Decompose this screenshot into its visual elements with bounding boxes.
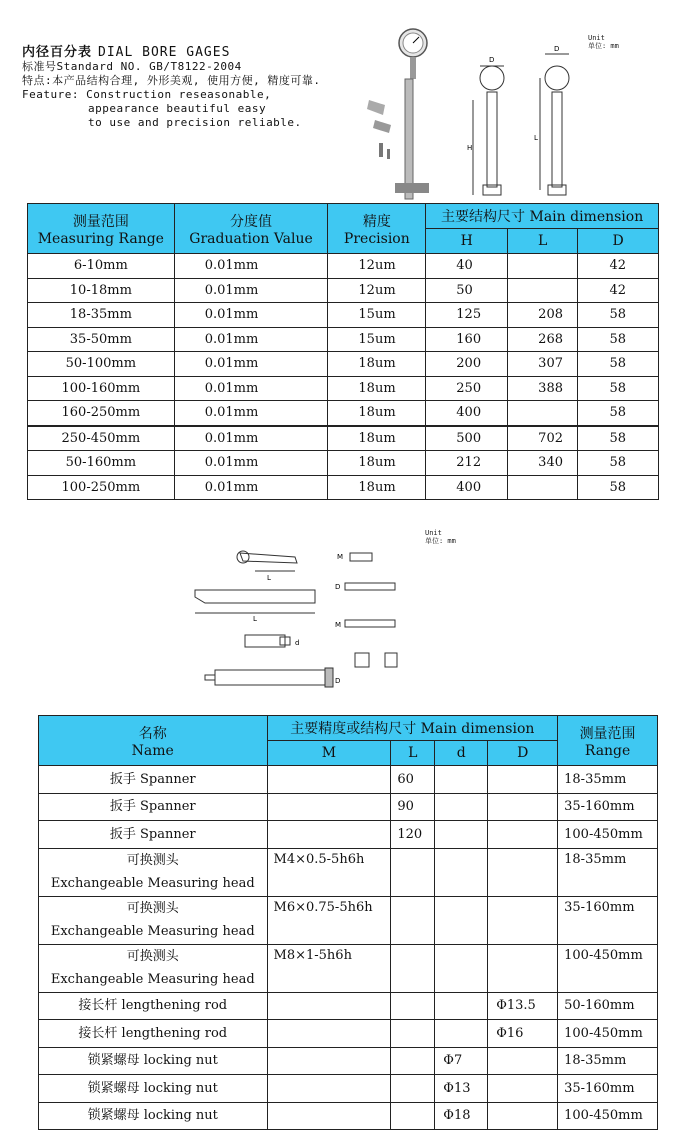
- cell-m: [267, 1102, 391, 1130]
- cell-d: [435, 992, 488, 1020]
- cell-l: [391, 896, 435, 944]
- cell-prec: 15um: [328, 327, 426, 352]
- cell-d: [435, 821, 488, 849]
- header-measuring-range: 测量范围 Measuring Range: [28, 204, 175, 254]
- table-row: [39, 821, 658, 849]
- cell-d: 58: [578, 303, 659, 328]
- table-row: [28, 254, 659, 279]
- cell-d: 58: [578, 475, 659, 500]
- cell-l: [391, 944, 435, 992]
- cell-name: [39, 1102, 268, 1130]
- cell-h: 40: [426, 254, 508, 279]
- cell-grad: 0.01mm: [174, 451, 328, 476]
- cell-l: [391, 848, 435, 896]
- table-row: [39, 1075, 658, 1103]
- cell-name-line2: Exchangeable Measuring head: [50, 876, 255, 891]
- table-row: [28, 278, 659, 303]
- product-header: [22, 46, 382, 130]
- cell-l: [508, 254, 578, 279]
- cell-range: 10-18mm: [28, 278, 175, 303]
- cell-range: 35-160mm: [558, 1075, 658, 1103]
- cell-name: [39, 793, 268, 821]
- product-title: 内径百分表 DIAL BORE GAGES: [22, 45, 231, 60]
- header-graduation-value: 分度值 Graduation Value: [174, 204, 328, 254]
- cell-range: 18-35mm: [28, 303, 175, 328]
- cell-m: [267, 1047, 391, 1075]
- cell-m: [267, 821, 391, 849]
- cell-range: 250-450mm: [28, 426, 175, 451]
- cell-d: 58: [578, 401, 659, 426]
- feature-en-3: to use and precision reliable.: [88, 116, 302, 129]
- feature-en-2: appearance beautiful easy: [88, 102, 267, 115]
- label-D-2: D: [554, 45, 560, 53]
- cell-name: [39, 848, 268, 896]
- cell-name: [39, 896, 268, 944]
- cell-grad: 0.01mm: [174, 278, 328, 303]
- cell-d: 58: [578, 327, 659, 352]
- cell-name-line1: 扳手 Spanner: [109, 826, 196, 842]
- cell-range: 100-160mm: [28, 376, 175, 401]
- header-d-large: D: [488, 741, 558, 766]
- cell-m: M6×0.75-5h6h: [267, 896, 391, 944]
- cell-range: 35-160mm: [558, 793, 658, 821]
- cell-l: 702: [508, 426, 578, 451]
- header-l: L: [508, 229, 578, 254]
- cell-range: 160-250mm: [28, 401, 175, 426]
- feature-en-1: Feature: Construction reseasonable,: [22, 88, 272, 101]
- cell-l: [391, 1102, 435, 1130]
- cell-name-line1: 可换测头: [126, 852, 179, 868]
- cell-name-line1: 接长杆 lengthening rod: [78, 1025, 228, 1041]
- cell-d: [435, 1020, 488, 1048]
- cell-d: [435, 766, 488, 794]
- header-d: D: [578, 229, 659, 254]
- cell-d: Φ13: [435, 1075, 488, 1103]
- standard-number: 标准号Standard NO. GB/T8122-2004: [22, 60, 242, 73]
- cell-prec: 18um: [328, 426, 426, 451]
- cell-prec: 18um: [328, 352, 426, 377]
- label-L-spanner: L: [267, 574, 271, 582]
- cell-d: [488, 1075, 558, 1103]
- cell-range: 50-100mm: [28, 352, 175, 377]
- cell-h: 200: [426, 352, 508, 377]
- cell-range: 50-160mm: [28, 451, 175, 476]
- cell-d: 58: [578, 451, 659, 476]
- header-range: 测量范围 Range: [558, 716, 658, 766]
- cell-m: [267, 1020, 391, 1048]
- cell-name-line1: 锁紧螺母 locking nut: [87, 1053, 218, 1068]
- cell-d: [488, 821, 558, 849]
- cell-prec: 18um: [328, 376, 426, 401]
- cell-l: 208: [508, 303, 578, 328]
- table-row: [28, 401, 659, 426]
- cell-l: [508, 401, 578, 426]
- cell-name: [39, 1075, 268, 1103]
- header-m: M: [267, 741, 391, 766]
- cell-d: [488, 793, 558, 821]
- table-row: [39, 1020, 658, 1048]
- label-D-rod: D: [335, 583, 341, 591]
- table-row: [28, 327, 659, 352]
- cell-range: 6-10mm: [28, 254, 175, 279]
- table-row: [28, 303, 659, 328]
- cell-d: [488, 848, 558, 896]
- cell-name: [39, 1020, 268, 1048]
- cell-d: [488, 766, 558, 794]
- cell-d: [488, 1102, 558, 1130]
- cell-m: M4×0.5-5h6h: [267, 848, 391, 896]
- cell-range: 100-250mm: [28, 475, 175, 500]
- bore-gage-spec-table: [27, 203, 659, 500]
- cell-m: M8×1-5h6h: [267, 944, 391, 992]
- cell-d: [435, 944, 488, 992]
- cell-prec: 18um: [328, 475, 426, 500]
- cell-range: 18-35mm: [558, 1047, 658, 1075]
- header-d-small: d: [435, 741, 488, 766]
- cell-name: [39, 944, 268, 992]
- table-row: [28, 451, 659, 476]
- cell-range: 100-450mm: [558, 821, 658, 849]
- cell-l: 90: [391, 793, 435, 821]
- table-row: [28, 426, 659, 451]
- cell-name-line1: 可换测头: [126, 948, 179, 964]
- cell-name-line1: 可换测头: [126, 900, 179, 916]
- table-row: [39, 793, 658, 821]
- cell-l: 340: [508, 451, 578, 476]
- accessories-drawing: [185, 535, 415, 695]
- cell-l: [391, 1075, 435, 1103]
- cell-name: [39, 766, 268, 794]
- cell-d: [488, 944, 558, 992]
- cell-h: 400: [426, 475, 508, 500]
- cell-prec: 18um: [328, 451, 426, 476]
- cell-range: 35-50mm: [28, 327, 175, 352]
- cell-d: [488, 896, 558, 944]
- cell-l: [391, 1047, 435, 1075]
- cell-d: Φ13.5: [488, 992, 558, 1020]
- feature-cn: 特点:本产品结构合理, 外形美观, 使用方便, 精度可靠.: [22, 74, 321, 87]
- header-name: 名称 Name: [39, 716, 268, 766]
- cell-l: [508, 475, 578, 500]
- cell-name-line2: Exchangeable Measuring head: [50, 972, 255, 987]
- cell-range: 100-450mm: [558, 944, 658, 992]
- cell-d: [488, 1047, 558, 1075]
- label-M-head: M: [335, 621, 342, 629]
- cell-prec: 12um: [328, 278, 426, 303]
- cell-d: 58: [578, 352, 659, 377]
- table-row: [28, 352, 659, 377]
- cell-m: [267, 1075, 391, 1103]
- table-row: [39, 848, 658, 896]
- header-h: H: [426, 229, 508, 254]
- table-row: [39, 944, 658, 992]
- cell-h: 160: [426, 327, 508, 352]
- table-row: [39, 766, 658, 794]
- cell-prec: 15um: [328, 303, 426, 328]
- cell-range: 35-160mm: [558, 896, 658, 944]
- cell-l: 307: [508, 352, 578, 377]
- cell-grad: 0.01mm: [174, 352, 328, 377]
- table-row: [39, 896, 658, 944]
- cell-grad: 0.01mm: [174, 376, 328, 401]
- cell-l: [508, 278, 578, 303]
- cell-d: 58: [578, 426, 659, 451]
- cell-d: [435, 848, 488, 896]
- cell-grad: 0.01mm: [174, 401, 328, 426]
- cell-range: 18-35mm: [558, 766, 658, 794]
- cell-name-line1: 锁紧螺母 locking nut: [87, 1108, 218, 1123]
- table-row: [39, 1047, 658, 1075]
- table-row: [28, 376, 659, 401]
- cell-l: [391, 1020, 435, 1048]
- unit-label-top: Unit 单位: mm: [588, 34, 619, 50]
- cell-h: 212: [426, 451, 508, 476]
- accessories-spec-table: [38, 715, 658, 1130]
- cell-range: 100-450mm: [558, 1102, 658, 1130]
- cell-d: [435, 793, 488, 821]
- label-L-rod: L: [253, 615, 257, 623]
- label-d-nut: d: [295, 639, 300, 647]
- bore-gage-photo: [365, 25, 445, 200]
- header-precision: 精度 Precision: [328, 204, 426, 254]
- cell-m: [267, 793, 391, 821]
- header-main-dimension-2: 主要精度或结构尺寸 Main dimension: [267, 716, 558, 741]
- cell-range: 50-160mm: [558, 992, 658, 1020]
- unit-label-accessories: Unit 单位: mm: [425, 529, 456, 545]
- cell-name-line2: Exchangeable Measuring head: [50, 924, 255, 939]
- table-row: [28, 475, 659, 500]
- label-H: H: [467, 144, 473, 152]
- label-D: D: [489, 56, 495, 64]
- cell-grad: 0.01mm: [174, 303, 328, 328]
- cell-name-line1: 接长杆 lengthening rod: [78, 998, 228, 1013]
- cell-grad: 0.01mm: [174, 426, 328, 451]
- cell-h: 400: [426, 401, 508, 426]
- cell-l: [391, 992, 435, 1020]
- cell-l: 60: [391, 766, 435, 794]
- cell-grad: 0.01mm: [174, 254, 328, 279]
- cell-l: 388: [508, 376, 578, 401]
- cell-name-line1: 扳手 Spanner: [109, 799, 196, 814]
- cell-h: 125: [426, 303, 508, 328]
- cell-name-line1: 扳手 Spanner: [109, 771, 196, 787]
- cell-d: [435, 896, 488, 944]
- cell-range: 100-450mm: [558, 1020, 658, 1048]
- cell-h: 250: [426, 376, 508, 401]
- cell-name-line1: 锁紧螺母 locking nut: [87, 1080, 218, 1096]
- cell-h: 500: [426, 426, 508, 451]
- label-L: L: [534, 134, 538, 142]
- cell-range: 18-35mm: [558, 848, 658, 896]
- label-D-head: D: [335, 677, 341, 685]
- label-M: M: [337, 553, 344, 561]
- table-row: [39, 992, 658, 1020]
- cell-h: 50: [426, 278, 508, 303]
- cell-d: Φ18: [435, 1102, 488, 1130]
- cell-m: [267, 992, 391, 1020]
- cell-prec: 18um: [328, 401, 426, 426]
- cell-prec: 12um: [328, 254, 426, 279]
- cell-d: 58: [578, 376, 659, 401]
- cell-d: Φ16: [488, 1020, 558, 1048]
- cell-grad: 0.01mm: [174, 475, 328, 500]
- table-row: [39, 1102, 658, 1130]
- cell-grad: 0.01mm: [174, 327, 328, 352]
- cell-l: 120: [391, 821, 435, 849]
- header-l-2: L: [391, 741, 435, 766]
- cell-d: Φ7: [435, 1047, 488, 1075]
- cell-name: [39, 1047, 268, 1075]
- cell-l: 268: [508, 327, 578, 352]
- header-main-dimension: 主要结构尺寸 Main dimension: [426, 204, 659, 229]
- cell-d: 42: [578, 278, 659, 303]
- cell-d: 42: [578, 254, 659, 279]
- cell-name: [39, 821, 268, 849]
- cell-name: [39, 992, 268, 1020]
- cell-m: [267, 766, 391, 794]
- bore-gage-dimension-drawing: [455, 40, 585, 205]
